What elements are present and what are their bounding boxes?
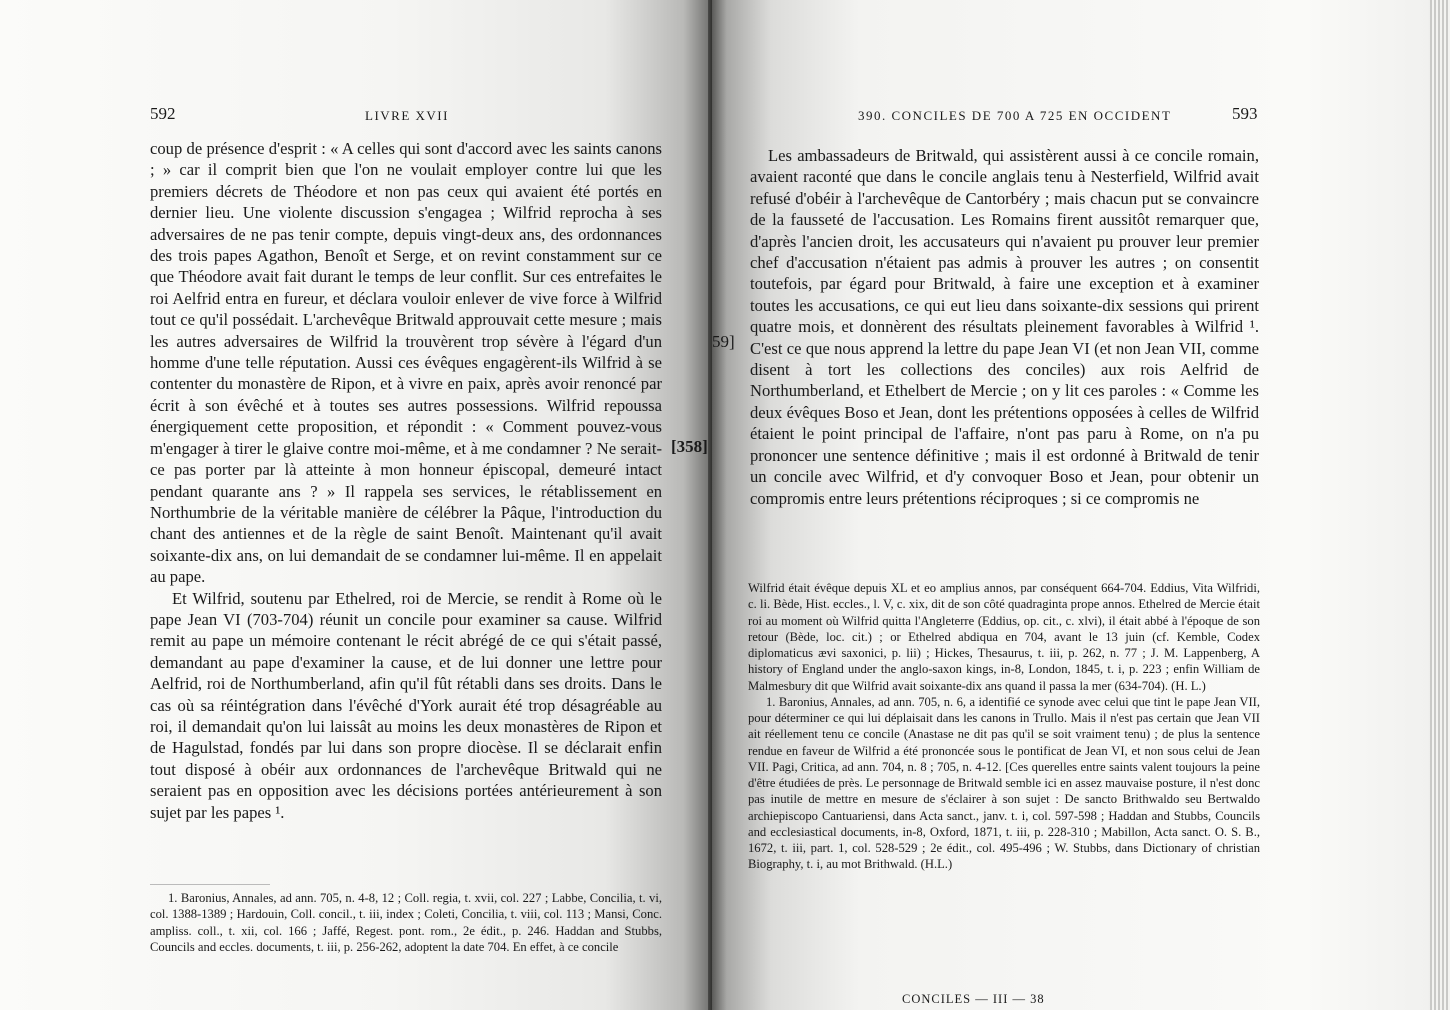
page-edge (1430, 0, 1450, 1010)
left-paragraph-2: Et Wilfrid, soutenu par Ethelred, roi de Mercie, se rendit à Rome où le pape Jean VI (703-704) réunit un concile pour examiner sa cause. Wilfrid remit au pape un mémoire contenant le récit abrégé de ce qui s'était passé, demandant au pape d'examiner la cause, et de lui donner une lettre pour Aelfrid, roi de Northumberland, afin qu'il fût rétabli dans ses droits. Dans le cas où sa réintégration dans l'évêché d'York aurait été trop désagréable au roi, il demandait qu'on lui laissât au moins les deux monastères de Ripon et de Hagulstad, fondés par lui dans son propre diocèse. Il se déclarait enfin tout disposé à obéir aux ordonnances de l'archevêque Britwald qui ne seraient pas en opposition avec les décisions portées antérieurement à son sujet par les papes ¹. (150, 588, 662, 822)
left-footnote-rule (150, 884, 270, 885)
right-page (712, 0, 1450, 1010)
left-page-number: 592 (150, 104, 176, 123)
right-body-text (750, 145, 1259, 509)
left-running-head: LIVRE XVII (365, 108, 449, 123)
right-footnotes (748, 580, 1260, 873)
right-footnote-1: 1. Baronius, Annales, ad ann. 705, n. 6, a identifié ce synode avec celui que tint le pape Jean VII, pour déterminer ce qui lui déplaisait dans les canons in Trullo. Mais il n'est pas certain que Jean VII ait réellement tenu ce concile (Anastase ne dit pas qu'il se soit vraiment tenu) ; de plus la sentence rendue en faveur de Wilfrid a été prononcée sous le pontificat de Jean VI, et non sous celui de Jean VII. Pagi, Critica, ad ann. 704, n. 8 ; 705, n. 4-12. [Ces querelles entre saints valent toujours la peine d'être étudiées de près. Le personnage de Britwald semble ici en assez mauvaise posture, il n'est donc pas inutile de mettre en mesure de s'éclairer à son sujet : De sancto Brithwaldo seu Bertwaldo archiepiscopo Cantuariensi, dans Acta sanct., janv. t. i, col. 597-598 ; Haddan and Stubbs, Councils and ecclesiastical documents, in-8, Oxford, 1871, t. iii, p. 228-310 ; Mabillon, Acta sanct. O. S. B., 1672, t. iii, part. 1, col. 528-529 ; 2e édit., col. 495-496 ; W. Stubbs, dans Dictionary of christian Biography, t. i, au mot Brithwald. (H.L.) (748, 694, 1260, 872)
page-marker-359: 59] (712, 332, 735, 351)
left-footnotes (150, 890, 662, 955)
right-footnote-continuation: Wilfrid était évêque depuis XL et eo amplius annos, par conséquent 664-704. Eddius, Vita Wilfridi, c. li. Bède, Hist. eccles., l. V, c. xix, dit de son côté quadraginta prope annos. Ethelred de Mercie était roi au moment où Wilfrid quitta l'Angleterre (Eddius, op. cit., c. xlvi), il était abbé à l'époque de son retour (Bède, loc. cit.) ; or Ethelred abdiqua en 704, avant le 13 juin (cf. Kemble, Codex diplomaticus ævi saxonici, p. lii) ; Hickes, Thesaurus, t. iii, p. 262, n. 77 ; J. M. Lappenberg, A history of England under the anglo-saxon kings, in-8, London, 1845, t. i, p. 223 ; enfin William de Malmesbury dit que Wilfrid avait soixante-dix ans quand il passa la mer (634-704). (H. L.) (748, 581, 1260, 693)
signature-mark: CONCILES — III — 38 (902, 992, 1045, 1006)
left-footnote-1: 1. Baronius, Annales, ad ann. 705, n. 4-8, 12 ; Coll. regia, t. xvii, col. 227 ; Labbe, Concilia, t. vi, col. 1388-1389 ; Hardouin, Coll. concil., t. iii, index ; Coleti, Concilia, t. viii, col. 113 ; Mansi, Conc. ampliss. coll., t. xii, col. 166 ; Jaffé, Regest. pont. rom., 2e édit., p. 246. Haddan and Stubbs, Councils and eccles. documents, t. iii, p. 256-262, adoptent la date 704. En effet, à ce concile (150, 891, 662, 954)
right-paragraph-1: Les ambassadeurs de Britwald, qui assistèrent aussi à ce concile romain, avaient raconté que dans le concile anglais tenu à Nesterfield, Wilfrid avait refusé d'obéir à l'archevêque de Cantorbéry ; mais chacun put se convaincre de la fausseté de l'accusation. Les Romains firent aussitôt remarquer que, d'après l'ancien droit, les accusateurs qui n'avaient pu prouver leur premier chef d'accusation n'étaient pas admis à prouver les autres ; on consentit toutefois, par égard pour Britwald, à faire une exception et à examiner toutes les accusations, ce qui eut lieu dans soixante-dix sessions qui prirent quatre mois, et donnèrent des résultats pleinement favorables à Wilfrid ¹. C'est ce que nous apprend la lettre du pape Jean VI (et non Jean VII, comme disent à tort les collections des conciles) aux rois Aelfrid de Northumberland, et Ethelbert de Mercie ; on y lit ces paroles : « Comme les deux évêques Boso et Jean, dont les prétentions opposées à celles de Wilfrid étaient le point principal de l'affaire, n'ont pas paru à Rome, on n'a pu prononcer une sentence définitive ; mais il est ordonné à Britwald de tenir un concile avec Wilfrid, et d'y convoquer Boso et Jean, pour obtenir un compromis entre leurs prétentions réciproques ; si ce compromis ne (750, 146, 1259, 508)
left-body-text (150, 138, 662, 823)
page-marker-358: [358] (671, 437, 708, 456)
left-page (0, 0, 712, 1010)
right-page-number: 593 (1232, 104, 1258, 123)
left-paragraph-1: coup de présence d'esprit : « A celles qui sont d'accord avec les saints canons ; » car il comprit bien que l'on ne voulait employer contre lui que les premiers décrets de Théodore et non pas ceux qui avaient été portés en dernier lieu. Une violente discussion s'engagea ; Wilfrid reprocha à ses adversaires de ne pas tenir compte, depuis vingt-deux ans, des ordonnances des trois papes Agathon, Benoît et Serge, et on revint constamment sur ce que Théodore avait fait durant le temps de leur conflit. Sur ces entrefaites le roi Aelfrid entra en fureur, et déclara vouloir enlever de vive force à Wilfrid tout ce qu'il possédait. L'archevêque Britwald approuvait cette mesure ; mais les autres adversaires de Wilfrid la trouvèrent trop sévère à l'égard d'un homme d'une telle réputation. Aussi ces évêques engagèrent-ils Wilfrid à se contenter du monastère de Ripon, et à vivre en paix, après avoir renoncé par écrit à son évêché et à toutes ses autres possessions. Wilfrid repoussa énergiquement cette proposition, et répondit : « Comment pouvez-vous m'engager à tirer le glaive contre moi-même, et à me condamner ? Ne serait-ce pas porter par là atteinte à mon honneur épiscopal, demeuré intact pendant quarante ans ? » Il rappela ses services, le rétablissement en Northumbrie de la véritable manière de célébrer la Pâque, l'introduction du chant des antiennes et de la règle de saint Benoît. Maintenant qu'il avait soixante-dix ans, on lui demandait de se condamner lui-même. Il en appelait au pape. (150, 139, 662, 587)
right-running-head: 390. CONCILES DE 700 A 725 EN OCCIDENT (858, 108, 1172, 123)
